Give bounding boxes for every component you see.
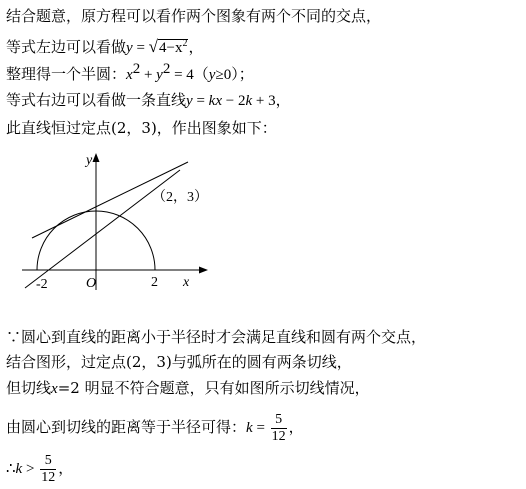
numerator: 5 <box>40 453 56 470</box>
y-axis-arrow-icon <box>93 153 100 162</box>
sentence: =2 明显不符合题意，只有如图所示切线情况， <box>57 379 370 397</box>
fraction <box>40 453 56 486</box>
equation-rest: = 4（ <box>170 67 209 83</box>
var-k: k <box>245 93 253 109</box>
equals-sign: = <box>132 40 149 56</box>
equals-sign: = <box>252 420 269 436</box>
var-x: x <box>51 381 58 397</box>
var-y: y <box>186 93 193 109</box>
denominator: 12 <box>41 469 56 485</box>
x-axis-arrow-icon <box>199 267 208 274</box>
text-line-3 <box>6 61 254 85</box>
text-line-10 <box>6 449 73 488</box>
exponent: 2 <box>182 38 188 49</box>
text-line-8 <box>6 378 370 399</box>
text-line-4 <box>6 90 291 111</box>
text-line-1 <box>6 6 381 26</box>
exponent: 2 <box>132 61 141 77</box>
square-root <box>149 37 189 58</box>
two-label: 2 <box>151 275 158 290</box>
y-axis-label: y <box>86 153 93 168</box>
point-label: （2，3） <box>152 190 208 205</box>
exponent: 2 <box>162 61 171 77</box>
sentence: 由圆心到切线的距离等于半径可得： <box>6 418 247 436</box>
sentence: 等式左边可以看做 <box>6 38 127 56</box>
text-line-9 <box>6 408 304 447</box>
text-line-6 <box>6 327 426 347</box>
therefore-symbol: ∴ <box>6 461 16 477</box>
sentence: 此直线恒过定点(2，3)，作出图象如下： <box>6 119 277 137</box>
sentence: 整理得一个半圆： <box>6 65 127 83</box>
sentence: ∵圆心到直线的距离小于半径时才会满足直线和圆有两个交点， <box>6 328 427 346</box>
greater-than-sign: > <box>22 461 39 477</box>
comma: ， <box>188 38 204 56</box>
term-minus-2: − 2 <box>221 93 246 109</box>
equals-sign: = <box>192 93 209 109</box>
term-plus-3: + 3， <box>252 93 291 109</box>
plus-sign: + <box>140 67 157 83</box>
term-kx: kx <box>208 93 222 109</box>
text-line-5 <box>6 118 277 138</box>
text-line-2 <box>6 37 203 58</box>
var-y: y <box>208 67 216 83</box>
radicand <box>158 39 188 56</box>
origin-label: O <box>86 276 97 291</box>
numerator: 5 <box>271 412 287 429</box>
var-x: x <box>126 67 133 83</box>
sentence: 结合题意，原方程可以看作两个图象有两个不同的交点， <box>6 7 382 25</box>
x-axis-label: x <box>183 275 190 290</box>
comma: ， <box>288 418 304 436</box>
var-k: k <box>246 420 253 436</box>
denominator: 12 <box>271 428 286 444</box>
var-y: y <box>126 40 133 56</box>
radical-sign-icon: √ <box>148 37 158 56</box>
text-line-7 <box>6 352 352 372</box>
var-y: y <box>156 67 163 83</box>
graph-figure <box>0 140 240 300</box>
equation-rest: ≥0）； <box>215 67 254 83</box>
fraction <box>271 412 287 445</box>
sentence: 等式右边可以看做一条直线 <box>6 91 187 109</box>
neg-two-label: -2 <box>36 277 48 292</box>
sentence: 但切线 <box>6 379 52 397</box>
radicand-text: 4−x <box>159 40 183 56</box>
sentence: 结合图形，过定点(2，3)与弧所在的圆有两条切线， <box>6 353 352 371</box>
comma: ， <box>58 459 74 477</box>
var-k: k <box>15 461 23 477</box>
